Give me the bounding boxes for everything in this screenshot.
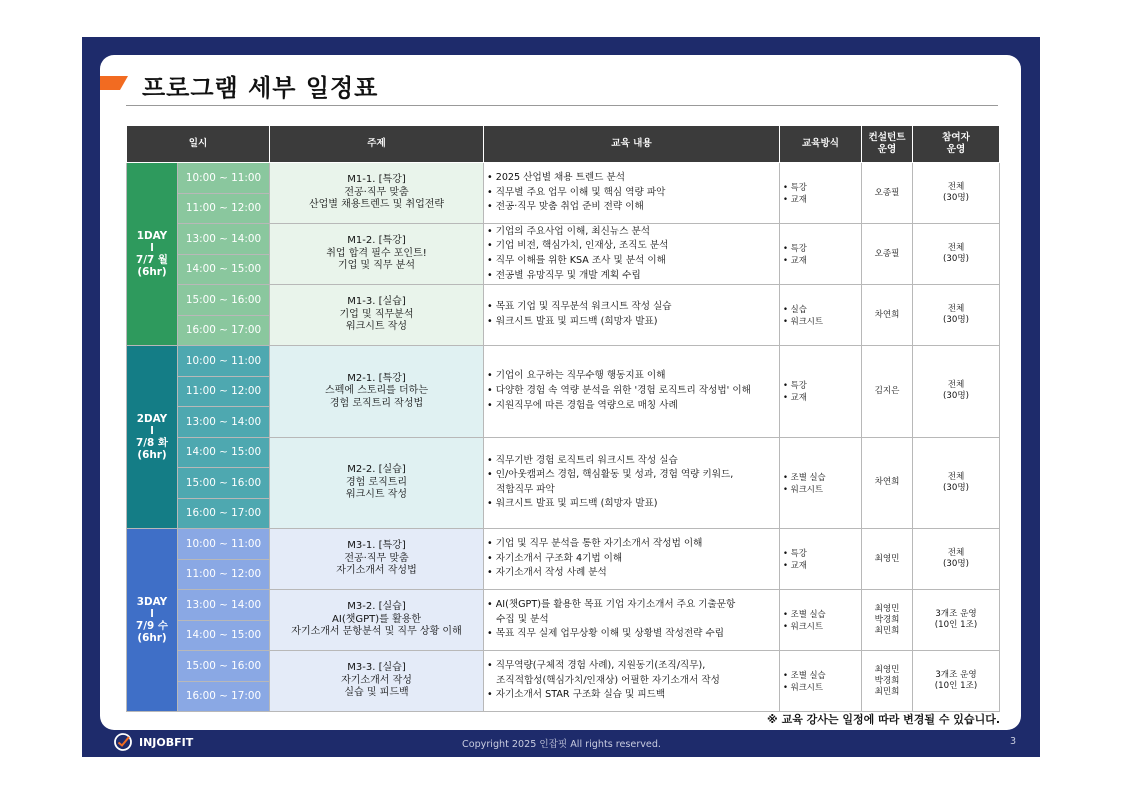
content-line: • AI(챗GPT)를 활용한 목표 기업 자기소개서 주요 기출문항 (487, 599, 736, 611)
content-line: • 전공·직무 맞춤 취업 준비 전략 이해 (487, 201, 644, 213)
session-topic: M2-2. [실습] 경험 로직트리 워크시트 작성 (270, 437, 484, 529)
table-row (127, 651, 1000, 682)
session-topic: M3-1. [특강] 전공·직무 맞춤 자기소개서 작성법 (270, 529, 484, 590)
session-consultant: 오종필 (862, 163, 913, 224)
session-content (484, 163, 780, 224)
session-method: • 조별 실습 • 워크시트 (780, 651, 862, 712)
schedule-table (126, 125, 1000, 712)
title-divider (126, 105, 998, 106)
content-line: • 목표 직무 실제 업무상황 이해 및 상황별 작성전략 수립 (487, 628, 725, 640)
session-topic: M3-3. [실습] 자기소개서 작성 실습 및 피드백 (270, 651, 484, 712)
content-line: • 인/아웃캠퍼스 경험, 핵심활동 및 성과, 경험 역량 키워드, (487, 469, 734, 481)
header-datetime: 일시 (127, 126, 270, 163)
table-header-row (127, 126, 1000, 163)
time-slot: 13:00 ~ 14:00 (178, 407, 270, 438)
content-line: • 목표 기업 및 직무분석 워크시트 작성 실습 (487, 301, 672, 313)
session-topic: M1-1. [특강] 전공·직무 맞춤 산업별 채용트렌드 및 취업전략 (270, 163, 484, 224)
content-line: • 직무역량(구체적 경험 사례), 지원동기(조직/직무), (487, 660, 706, 672)
content-line: • 직무별 주요 업무 이해 및 핵심 역량 파악 (487, 186, 666, 198)
time-slot: 13:00 ~ 14:00 (178, 224, 270, 255)
session-method: • 특강 • 교재 (780, 346, 862, 438)
table-row (127, 285, 1000, 316)
schedule-note: ※ 교육 강사는 일정에 따라 변경될 수 있습니다. (767, 713, 1000, 726)
session-content (484, 590, 780, 651)
time-slot: 15:00 ~ 16:00 (178, 651, 270, 682)
session-method: • 특강 • 교재 (780, 224, 862, 285)
content-line: • 워크시트 발표 및 피드백 (희망자 발표) (487, 316, 658, 327)
session-participants: 전체 (30명) (913, 346, 1000, 438)
footer-brand: INJOBFIT (139, 735, 194, 749)
time-slot: 15:00 ~ 16:00 (178, 468, 270, 499)
content-line: • 워크시트 발표 및 피드백 (희망자 발표) (487, 498, 658, 510)
session-content (484, 437, 780, 529)
session-participants: 전체 (30명) (913, 163, 1000, 224)
time-slot: 11:00 ~ 12:00 (178, 559, 270, 590)
table-body (127, 163, 1000, 712)
session-participants: 3개조 운영 (10인 1조) (913, 590, 1000, 651)
session-consultant: 김지은 (862, 346, 913, 438)
session-method: • 조별 실습 • 워크시트 (780, 590, 862, 651)
session-participants: 3개조 운영 (10인 1조) (913, 651, 1000, 712)
day-label: 3DAY l 7/9 수 (6hr) (127, 529, 178, 712)
session-content (484, 346, 780, 438)
time-slot: 14:00 ~ 15:00 (178, 437, 270, 468)
page-title: 프로그램 세부 일정표 (142, 74, 379, 102)
content-line: 적합직무 파악 (487, 483, 555, 495)
session-consultant: 최영민 (862, 529, 913, 590)
session-consultant: 최영민 박경희 최민희 (862, 590, 913, 651)
content-line: • 자기소개서 STAR 구조화 실습 및 피드백 (487, 689, 666, 701)
session-participants: 전체 (30명) (913, 437, 1000, 529)
session-method: • 조별 실습 • 워크시트 (780, 437, 862, 529)
header-content: 교육 내용 (484, 126, 780, 163)
time-slot: 14:00 ~ 15:00 (178, 254, 270, 285)
time-slot: 10:00 ~ 11:00 (178, 529, 270, 560)
time-slot: 10:00 ~ 11:00 (178, 346, 270, 377)
header-consultant (862, 126, 913, 163)
title-accent-bar (100, 76, 120, 90)
content-line: • 자기소개서 작성 사례 분석 (487, 567, 607, 579)
time-slot: 16:00 ~ 17:00 (178, 681, 270, 712)
content-line: • 지원직무에 따른 경험을 역량으로 매칭 사례 (487, 399, 678, 411)
time-slot: 14:00 ~ 15:00 (178, 620, 270, 651)
content-line: • 자기소개서 구조화 4기법 이해 (487, 552, 623, 564)
content-line: • 기업이 요구하는 직무수행 행동지표 이해 (487, 370, 666, 382)
content-line: 조직적합성(핵심가치/인재상) 어필한 자기소개서 작성 (487, 674, 720, 686)
header-consultant-text: 컨설턴트 운영 (868, 132, 906, 155)
time-slot: 15:00 ~ 16:00 (178, 285, 270, 316)
session-participants: 전체 (30명) (913, 285, 1000, 346)
table-row (127, 529, 1000, 560)
session-content (484, 285, 780, 346)
footer-copyright: Copyright 2025 인잡핏 All rights reserved. (462, 739, 661, 750)
session-method: • 특강 • 교재 (780, 163, 862, 224)
page-number: 3 (1010, 736, 1017, 747)
content-line: 수집 및 분석 (487, 613, 549, 625)
day-label: 2DAY l 7/8 화 (6hr) (127, 346, 178, 529)
content-line: • 직무 이해를 위한 KSA 조사 및 분석 이해 (487, 255, 666, 266)
session-consultant: 차연희 (862, 437, 913, 529)
session-consultant: 차연희 (862, 285, 913, 346)
session-consultant: 최영민 박경희 최민희 (862, 651, 913, 712)
table-row (127, 346, 1000, 377)
session-content (484, 651, 780, 712)
content-line: • 기업 비전, 핵심가치, 인재상, 조직도 분석 (487, 240, 669, 252)
session-consultant: 오종필 (862, 224, 913, 285)
session-topic: M1-3. [실습] 기업 및 직무분석 워크시트 작성 (270, 285, 484, 346)
session-method: • 특강 • 교재 (780, 529, 862, 590)
header-topic: 주제 (270, 126, 484, 163)
time-slot: 13:00 ~ 14:00 (178, 590, 270, 621)
content-line: • 기업의 주요사업 이해, 최신뉴스 분석 (487, 225, 650, 237)
session-topic: M1-2. [특강] 취업 합격 필수 포인트! 기업 및 직무 분석 (270, 224, 484, 285)
session-topic: M2-1. [특강] 스펙에 스토리를 더하는 경험 로직트리 작성법 (270, 346, 484, 438)
content-line: • 직무기반 경험 로직트리 워크시트 작성 실습 (487, 454, 678, 466)
table-row (127, 437, 1000, 468)
table-row (127, 590, 1000, 621)
session-method: • 실습 • 워크시트 (780, 285, 862, 346)
session-content (484, 529, 780, 590)
table-row (127, 224, 1000, 255)
time-slot: 16:00 ~ 17:00 (178, 315, 270, 346)
table-row (127, 163, 1000, 194)
time-slot: 11:00 ~ 12:00 (178, 376, 270, 407)
content-line: • 기업 및 직무 분석을 통한 자기소개서 작성법 이해 (487, 538, 703, 550)
header-participants (913, 126, 1000, 163)
content-line: • 전공별 유망직무 및 개발 계획 수립 (487, 269, 641, 281)
session-participants: 전체 (30명) (913, 224, 1000, 285)
header-method: 교육방식 (780, 126, 862, 163)
session-participants: 전체 (30명) (913, 529, 1000, 590)
time-slot: 11:00 ~ 12:00 (178, 193, 270, 224)
time-slot: 16:00 ~ 17:00 (178, 498, 270, 529)
header-participants-text: 참여자 운영 (942, 132, 970, 155)
content-line: • 다양한 경험 속 역량 분석을 위한 '경험 로직트리 작성법' 이해 (487, 384, 751, 396)
time-slot: 10:00 ~ 11:00 (178, 163, 270, 194)
day-label: 1DAY l 7/7 월 (6hr) (127, 163, 178, 346)
session-topic: M3-2. [실습] AI(챗GPT)를 활용한 자기소개서 문항분석 및 직무 상황 이해 (270, 590, 484, 651)
content-line: • 2025 산업별 채용 트렌드 분석 (487, 172, 626, 184)
session-content (484, 224, 780, 285)
